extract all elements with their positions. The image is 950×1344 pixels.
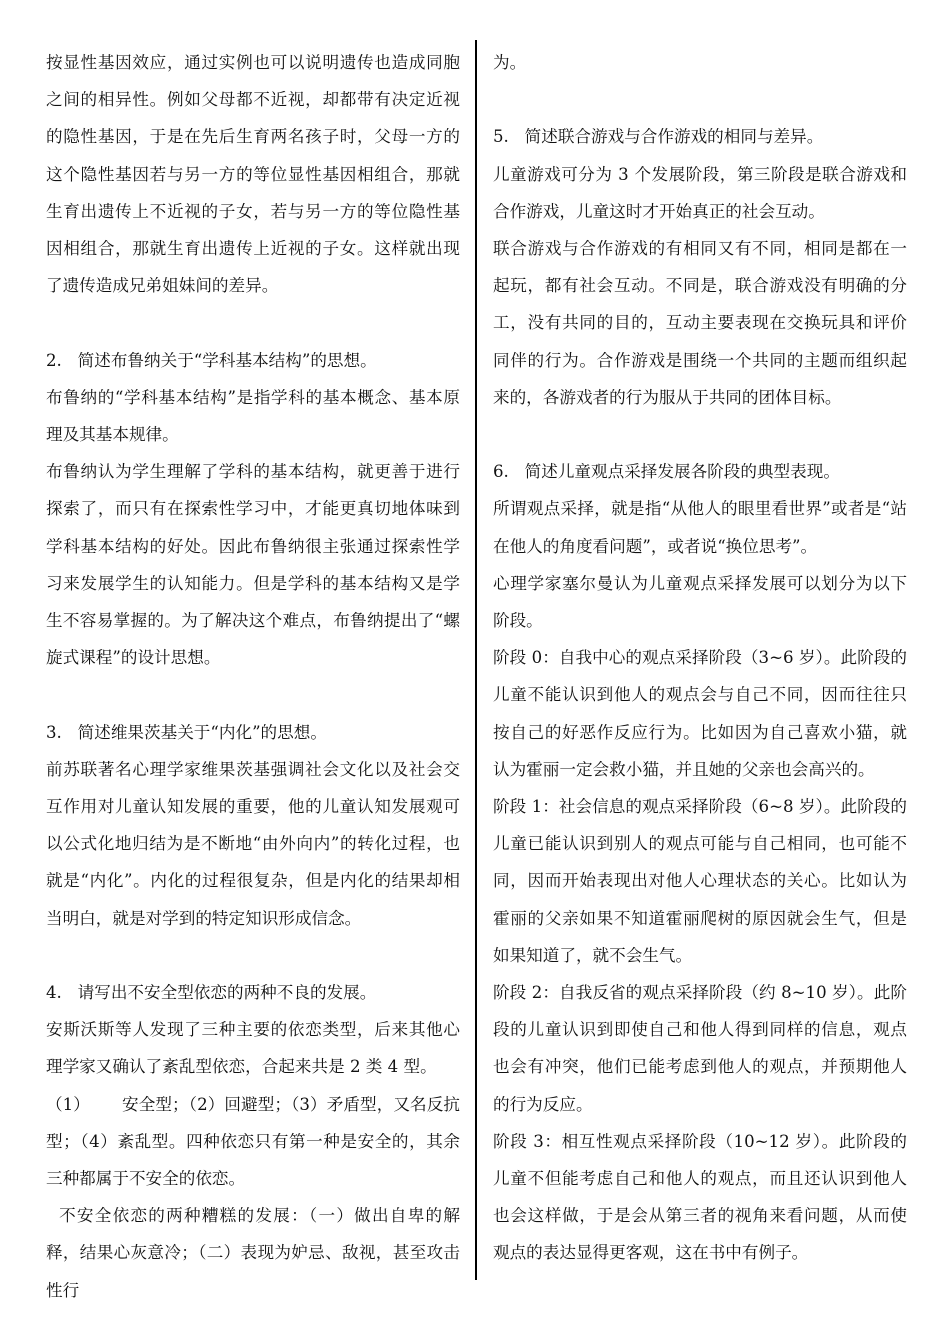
question-4-answer-3: 不安全依恋的两种糟糕的发展：（一）做出自卑的解释，结果心灰意冷；（二）表现为妒忌、敌视，甚至攻击性行 bbox=[46, 1206, 460, 1300]
question-5-answer-2: 联合游戏与合作游戏的有相同又有不同，相同是都在一起玩，都有社会互动。不同是，联合游戏没有明确的分工，没有共同的目的，互动主要表现在交换玩具和评价同伴的行为。合作游戏是围绕一个共同的主题而组织起来的，各游戏者的行为服从于共同的团体目标。 bbox=[493, 239, 907, 407]
question-3-title: 3. 简述维果茨基关于“内化”的思想。 bbox=[46, 722, 327, 742]
question-2-answer-1: 布鲁纳的“学科基本结构”是指学科的基本概念、基本原理及其基本规律。 bbox=[46, 387, 460, 445]
question-2-answer-2: 布鲁纳认为学生理解了学科的基本结构，就更善于进行探索了，而只有在探索性学习中，才能更真切地体味到学科基本结构的好处。因此布鲁纳很主张通过探索性学习来发展学生的认知能力。但是学科的基本结构又是学生不容易掌握的。为了解决这个难点，布鲁纳提出了“螺旋式课程”的设计思想。 bbox=[46, 462, 460, 668]
paragraph-genetics: 按显性基因效应，通过实例也可以说明遗传也造成同胞之间的相异性。例如父母都不近视，却都带有决定近视的隐性基因，于是在先后生育两名孩子时，父母一方的这个隐性基因若与另一方的等位显性基因相组合，那就生育出遗传上不近视的子女，若与另一方的等位隐性基因相组合，那就生育出遗传上近视的子女。这样就出现了遗传造成兄弟姐妹间的差异。 bbox=[46, 53, 460, 296]
question-3-answer-1: 前苏联著名心理学家维果茨基强调社会文化以及社会交互作用对儿童认知发展的重要，他的儿童认知发展观可以公式化地归结为是不断地“由外向内”的转化过程，也就是“内化”。内化的过程很复杂，但是内化的结果却相当明白，就是对学到的特定知识形成信念。 bbox=[46, 759, 460, 928]
question-6-answer-1: 所谓观点采择，就是指“从他人的眼里看世界”或者是“站在他人的角度看问题”，或者说“换位思考”。 bbox=[493, 499, 907, 556]
question-6-stage-2: 阶段 2：自我反省的观点采择阶段（约 8~10 岁）。此阶段的儿童认识到即使自己和他人得到同样的信息，观点也会有冲突，他们已能考虑到他人的观点，并预期他人的行为反应。 bbox=[493, 983, 907, 1114]
spacer bbox=[46, 937, 460, 974]
question-6-title: 6. 简述儿童观点采择发展各阶段的典型表现。 bbox=[493, 462, 840, 482]
spacer bbox=[493, 416, 907, 453]
right-column bbox=[493, 44, 907, 1272]
question-4-answer-2: （1） 安全型；（2）回避型；（3）矛盾型，又名反抗型；（4）紊乱型。四种依恋只有第一种是安全的，其余三种都属于不安全的依恋。 bbox=[46, 1094, 460, 1189]
spacer bbox=[46, 304, 460, 341]
question-5-title: 5. 简述联合游戏与合作游戏的相同与差异。 bbox=[493, 127, 824, 147]
question-6-stage-1: 阶段 1：社会信息的观点采择阶段（6~8 岁）。此阶段的儿童已能认识到别人的观点可能与自己相同，也可能不同，因而开始表现出对他人心理状态的关心。比如认为霍丽的父亲如果不知道霍丽爬树的原因就会生气，但是如果知道了，就不会生气。 bbox=[493, 797, 907, 965]
spacer bbox=[493, 81, 907, 118]
spacer bbox=[46, 676, 460, 713]
continued-text: 为。 bbox=[493, 53, 527, 72]
left-column bbox=[46, 44, 460, 1309]
question-6-stage-0: 阶段 0：自我中心的观点采择阶段（3~6 岁）。此阶段的儿童不能认识到他人的观点会与自己不同，因而往往只按自己的好恶作反应行为。比如因为自己喜欢小猫，就认为霍丽一定会救小猫，并且她的父亲也会高兴的。 bbox=[493, 648, 907, 779]
question-4-answer-1: 安斯沃斯等人发现了三种主要的依恋类型，后来其他心理学家又确认了紊乱型依恋，合起来共是 2 类 4 型。 bbox=[46, 1020, 460, 1077]
question-6-answer-2: 心理学家塞尔曼认为儿童观点采择发展可以划分为以下阶段。 bbox=[493, 573, 907, 631]
question-6-stage-3: 阶段 3：相互性观点采择阶段（10~12 岁）。此阶段的儿童不但能考虑自己和他人的观点，而且还认识到他人也会这样做，于是会从第三者的视角来看问题，从而使观点的表达显得更客观，这在书中有例子。 bbox=[493, 1131, 907, 1263]
question-5-answer-1: 儿童游戏可分为 3 个发展阶段，第三阶段是联合游戏和合作游戏，儿童这时才开始真正的社会互动。 bbox=[493, 164, 907, 221]
question-2-title: 2. 简述布鲁纳关于“学科基本结构”的思想。 bbox=[46, 350, 377, 370]
question-4-title: 4. 请写出不安全型依恋的两种不良的发展。 bbox=[46, 983, 377, 1003]
column-divider bbox=[475, 40, 477, 1280]
